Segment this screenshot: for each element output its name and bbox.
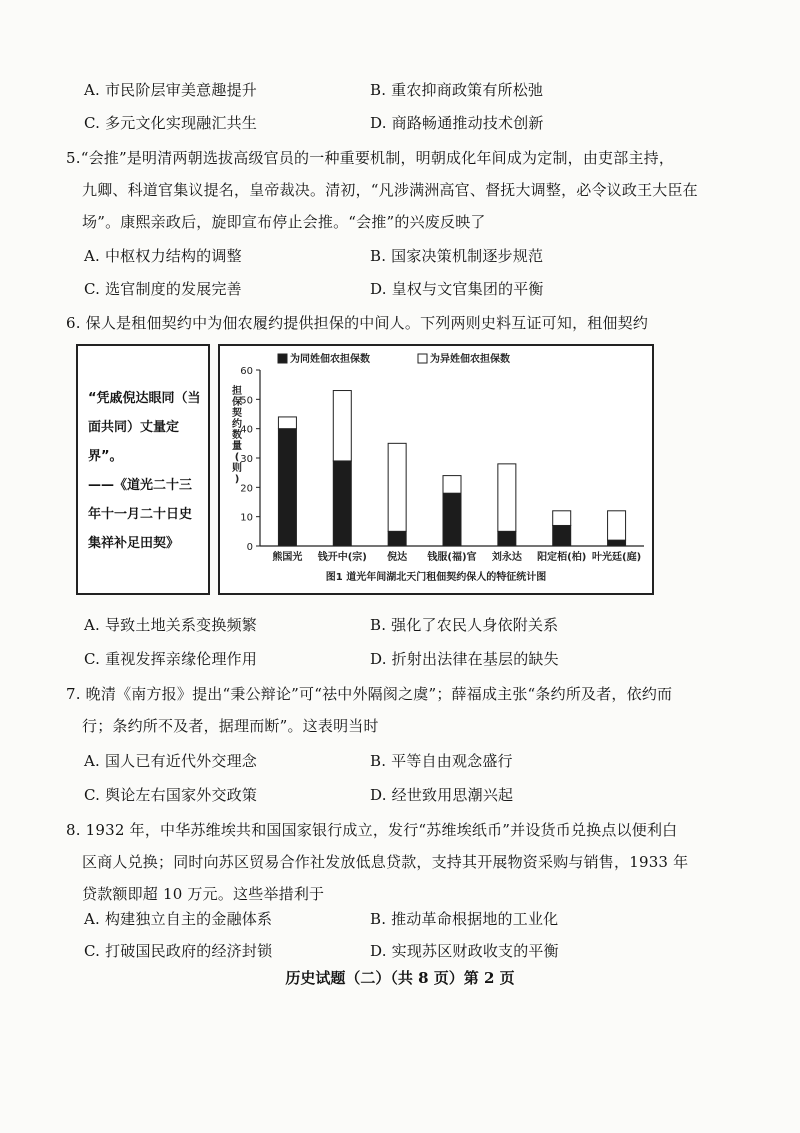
bar-segment: [553, 511, 571, 526]
q7-option-a[interactable]: A. 国人已有近代外交理念: [84, 752, 257, 770]
bar-segment: [278, 417, 296, 429]
q5-option-d[interactable]: D. 皇权与文官集团的平衡: [370, 280, 544, 298]
q5-stem-line-2: 九卿、科道官集议提名，皇帝裁决。清初，“凡涉满洲高官、督抚大调整，必令议政王大臣在: [82, 181, 698, 199]
y-axis-label-char: 量: [232, 441, 242, 452]
q7-option-c[interactable]: C. 舆论左右国家外交政策: [84, 786, 258, 804]
q8-option-d[interactable]: D. 实现苏区财政收支的平衡: [370, 942, 559, 960]
q5-option-b[interactable]: B. 国家决策机制逐步规范: [370, 247, 544, 265]
bar-segment: [388, 443, 406, 531]
x-tick-label: 钱服(福)官: [427, 552, 477, 563]
q7-option-b[interactable]: B. 平等自由观念盛行: [370, 752, 513, 770]
quote-source-text: “凭戚倪达眼同（当面共同）丈量定界”。 ——《道光二十三年十一月二十日史集祥补足田契》: [88, 391, 201, 551]
y-axis-label-char: 担: [232, 386, 242, 397]
bar-segment: [388, 531, 406, 546]
x-tick-label: 刘永达: [491, 552, 522, 563]
q7-option-d[interactable]: D. 经世致用思潮兴起: [370, 786, 514, 804]
y-tick-label: 50: [240, 395, 253, 407]
y-axis-label-char: 约: [232, 419, 242, 430]
bar-segment: [443, 476, 461, 494]
x-tick-label: 倪达: [387, 552, 408, 563]
quote-source-box: [76, 344, 210, 595]
q4-option-d[interactable]: D. 商路畅通推动技术创新: [370, 114, 544, 132]
q8-stem-line-3: 贷款额即超 10 万元。这些举措利于: [82, 885, 325, 903]
bar-chart-box: [218, 344, 654, 595]
q6-option-a[interactable]: A. 导致土地关系变换频繁: [84, 616, 257, 634]
x-tick-label: 熊国光: [272, 552, 303, 563]
y-tick-label: 0: [246, 542, 253, 553]
q4-option-b[interactable]: B. 重农抑商政策有所松弛: [370, 81, 544, 99]
legend-label: 为异姓佃农担保数: [430, 354, 510, 365]
q8-stem-line-1: 8. 1932 年，中华苏维埃共和国国家银行成立，发行“苏维埃纸币”并设货币兑换点以便利白: [66, 821, 678, 839]
q8-option-b[interactable]: B. 推动革命根据地的工业化: [370, 910, 559, 928]
y-axis-label-char: (: [234, 452, 240, 463]
legend-label: 为同姓佃农担保数: [290, 354, 370, 365]
q7-stem-line-2: 行；条约所不及者，据理而断”。这表明当时: [82, 717, 379, 735]
q7-stem-line-1: 7. 晚清《南方报》提出“秉公辩论”可“祛中外隔阂之虞”；薛福成主张“条约所及者，依约而: [66, 685, 673, 703]
stacked-bar-chart: [220, 346, 652, 593]
q5-option-a[interactable]: A. 中枢权力结构的调整: [84, 247, 242, 265]
bar-segment: [278, 429, 296, 546]
x-tick-label: 叶光廷(庭): [592, 552, 642, 563]
q5-stem-line-1: 5.“会推”是明清两朝选拔高级官员的一种重要机制，明朝成化年间成为定制，由吏部主持，: [66, 149, 675, 167]
q8-option-a[interactable]: A. 构建独立自主的金融体系: [84, 910, 273, 928]
q6-stem-line-1: 6. 保人是租佃契约中为佃农履约提供担保的中间人。下列两则史料互证可知，租佃契约: [66, 314, 649, 332]
bar-segment: [333, 391, 351, 461]
bar-segment: [333, 461, 351, 546]
q4-option-c[interactable]: C. 多元文化实现融汇共生: [84, 114, 258, 132]
bar-segment: [553, 525, 571, 546]
y-axis-label-char: ): [234, 474, 240, 485]
q6-option-d[interactable]: D. 折射出法律在基层的缺失: [370, 650, 559, 668]
q5-stem-line-3: 场”。康熙亲政后，旋即宣布停止会推。“会推”的兴废反映了: [82, 213, 486, 231]
y-axis-label-char: 数: [232, 430, 242, 441]
bar-segment: [443, 493, 461, 546]
q8-option-c[interactable]: C. 打破国民政府的经济封锁: [84, 942, 273, 960]
y-tick-label: 40: [240, 424, 253, 436]
y-tick-label: 60: [240, 366, 253, 377]
x-tick-label: 钱开中(宗): [317, 552, 367, 563]
bar-segment: [498, 464, 516, 531]
y-tick-label: 30: [240, 454, 253, 465]
q4-option-a[interactable]: A. 市民阶层审美意趣提升: [84, 81, 257, 99]
y-tick-label: 10: [240, 512, 253, 524]
y-axis-label-char: 契: [232, 408, 242, 419]
y-axis-label-char: 保: [232, 397, 242, 408]
y-tick-label: 20: [240, 483, 253, 495]
q5-option-c[interactable]: C. 选官制度的发展完善: [84, 280, 242, 298]
y-axis-label-char: 则: [232, 463, 242, 474]
bar-segment: [498, 531, 516, 546]
bar-segment: [608, 511, 626, 540]
legend-swatch: [278, 354, 287, 363]
chart-title: 图1 道光年间湖北天门租佃契约保人的特征统计图: [325, 572, 547, 583]
legend-swatch: [418, 354, 427, 363]
q8-stem-line-2: 区商人兑换；同时向苏区贸易合作社发放低息贷款，支持其开展物资采购与销售，1933 年: [82, 853, 689, 871]
q6-option-b[interactable]: B. 强化了农民人身依附关系: [370, 616, 559, 634]
page-footer: 历史试题（二）（共 8 页）第 2 页: [285, 969, 515, 987]
bar-segment: [608, 540, 626, 546]
q6-option-c[interactable]: C. 重视发挥亲缘伦理作用: [84, 650, 258, 668]
x-tick-label: 阳定栢(柏): [537, 552, 587, 563]
